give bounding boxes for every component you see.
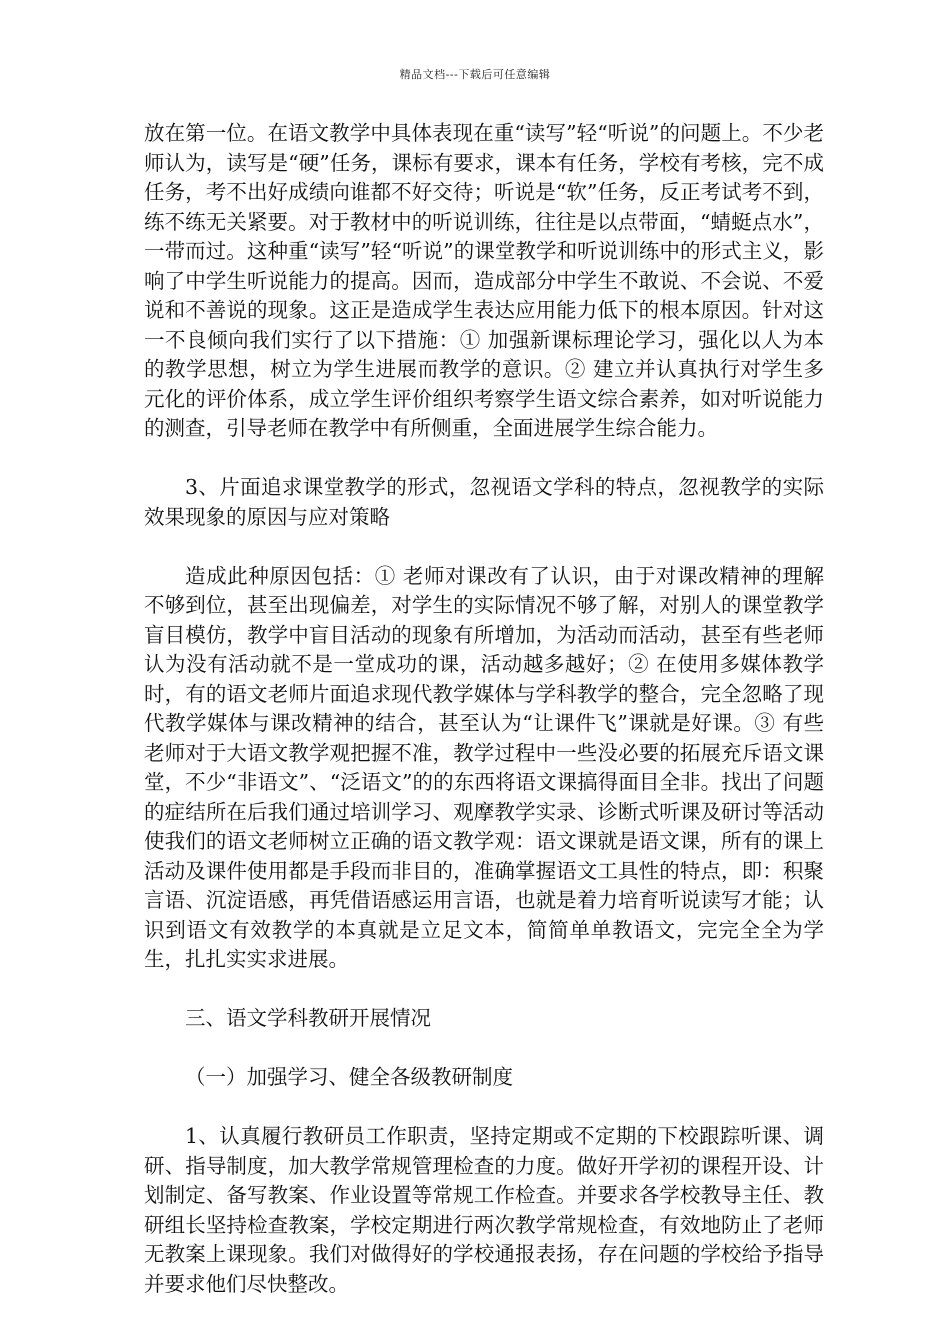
section-subheading-paragraph: 3、片面追求课堂教学的形式，忽视语文学科的特点，忽视教学的实际效果现象的原因与应对策略 bbox=[144, 475, 824, 529]
subsection-heading: （一）加强学习、健全各级教研制度 bbox=[185, 1065, 513, 1089]
page-header: 精品文档---下载后可任意编辑 bbox=[399, 68, 551, 81]
body-paragraph: 放在第一位。在语文教学中具体表现在重“读写”轻“听说”的问题上。不少老师认为，读写是“硬”任务，课标有要求，课本有任务，学校有考核，完不成任务，考不出好成绩向谁都不好交待；听说是“软”任务，反正考试考不到，练不练无关紧要。对于教材中的听说训练，往往是以点带面，“蜻蜓点水”，一带而过。这种重“读写”轻“听说”的课堂教学和听说训练中的形式主义，影响了中学生听说能力的提高。因而，造成部分中学生不敢说、不会说、不爱说和不善说的现象。这正是造成学生表达应用能力低下的根本原因。针对这一不良倾向我们实行了以下措施：① 加强新课标理论学习，强化以人为本的教学思想，树立为学生进展而教学的意识。② 建立并认真执行对学生多元化的评价体系，成立学生评价组织考察学生语文综合素养，如对听说能力的测查，引导老师在教学中有所侧重，全面进展学生综合能力。 bbox=[144, 121, 824, 440]
document-body bbox=[144, 119, 824, 1329]
body-paragraph: 1、认真履行教研员工作职责，坚持定期或不定期的下校跟踪听课、调研、指导制度，加大教学常规管理检查的力度。做好开学初的课程开设、计划制定、备写教案、作业设置等常规工作检查。并要求各学校教导主任、教研组长坚持检查教案，学校定期进行两次教学常规检查，有效地防止了老师无教案上课现象。我们对做得好的学校通报表扬，存在问题的学校给予指导并要求他们尽快整改。 bbox=[144, 1124, 824, 1296]
body-paragraph: 造成此种原因包括：① 老师对课改有了认识，由于对课改精神的理解不够到位，甚至出现偏差，对学生的实际情况不够了解，对别人的课堂教学盲目模仿，教学中盲目活动的现象有所增加，为活动而活动，甚至有些老师认为没有活动就不是一堂成功的课，活动越多越好；② 在使用多媒体教学时，有的语文老师片面追求现代教学媒体与学科教学的整合，完全忽略了现代教学媒体与课改精神的结合，甚至认为“让课件飞”课就是好课。③ 有些老师对于大语文教学观把握不准，教学过程中一些没必要的拓展充斥语文课堂，不少“非语文”、“泛语文”的的东西将语文课搞得面目全非。找出了问题的症结所在后我们通过培训学习、观摩教学实录、诊断式听课及研讨等活动使我们的语文老师树立正确的语文教学观：语文课就是语文课，所有的课上活动及课件使用都是手段而非目的，准确掌握语文工具性的特点，即：积聚言语、沉淀语感，再凭借语感运用言语，也就是着力培育听说读写才能；认识到语文有效教学的本真就是立足文本，简简单单教语文，完完全全为学生，扎扎实实求进展。 bbox=[144, 563, 824, 971]
section-heading: 三、语文学科教研开展情况 bbox=[185, 1006, 431, 1030]
